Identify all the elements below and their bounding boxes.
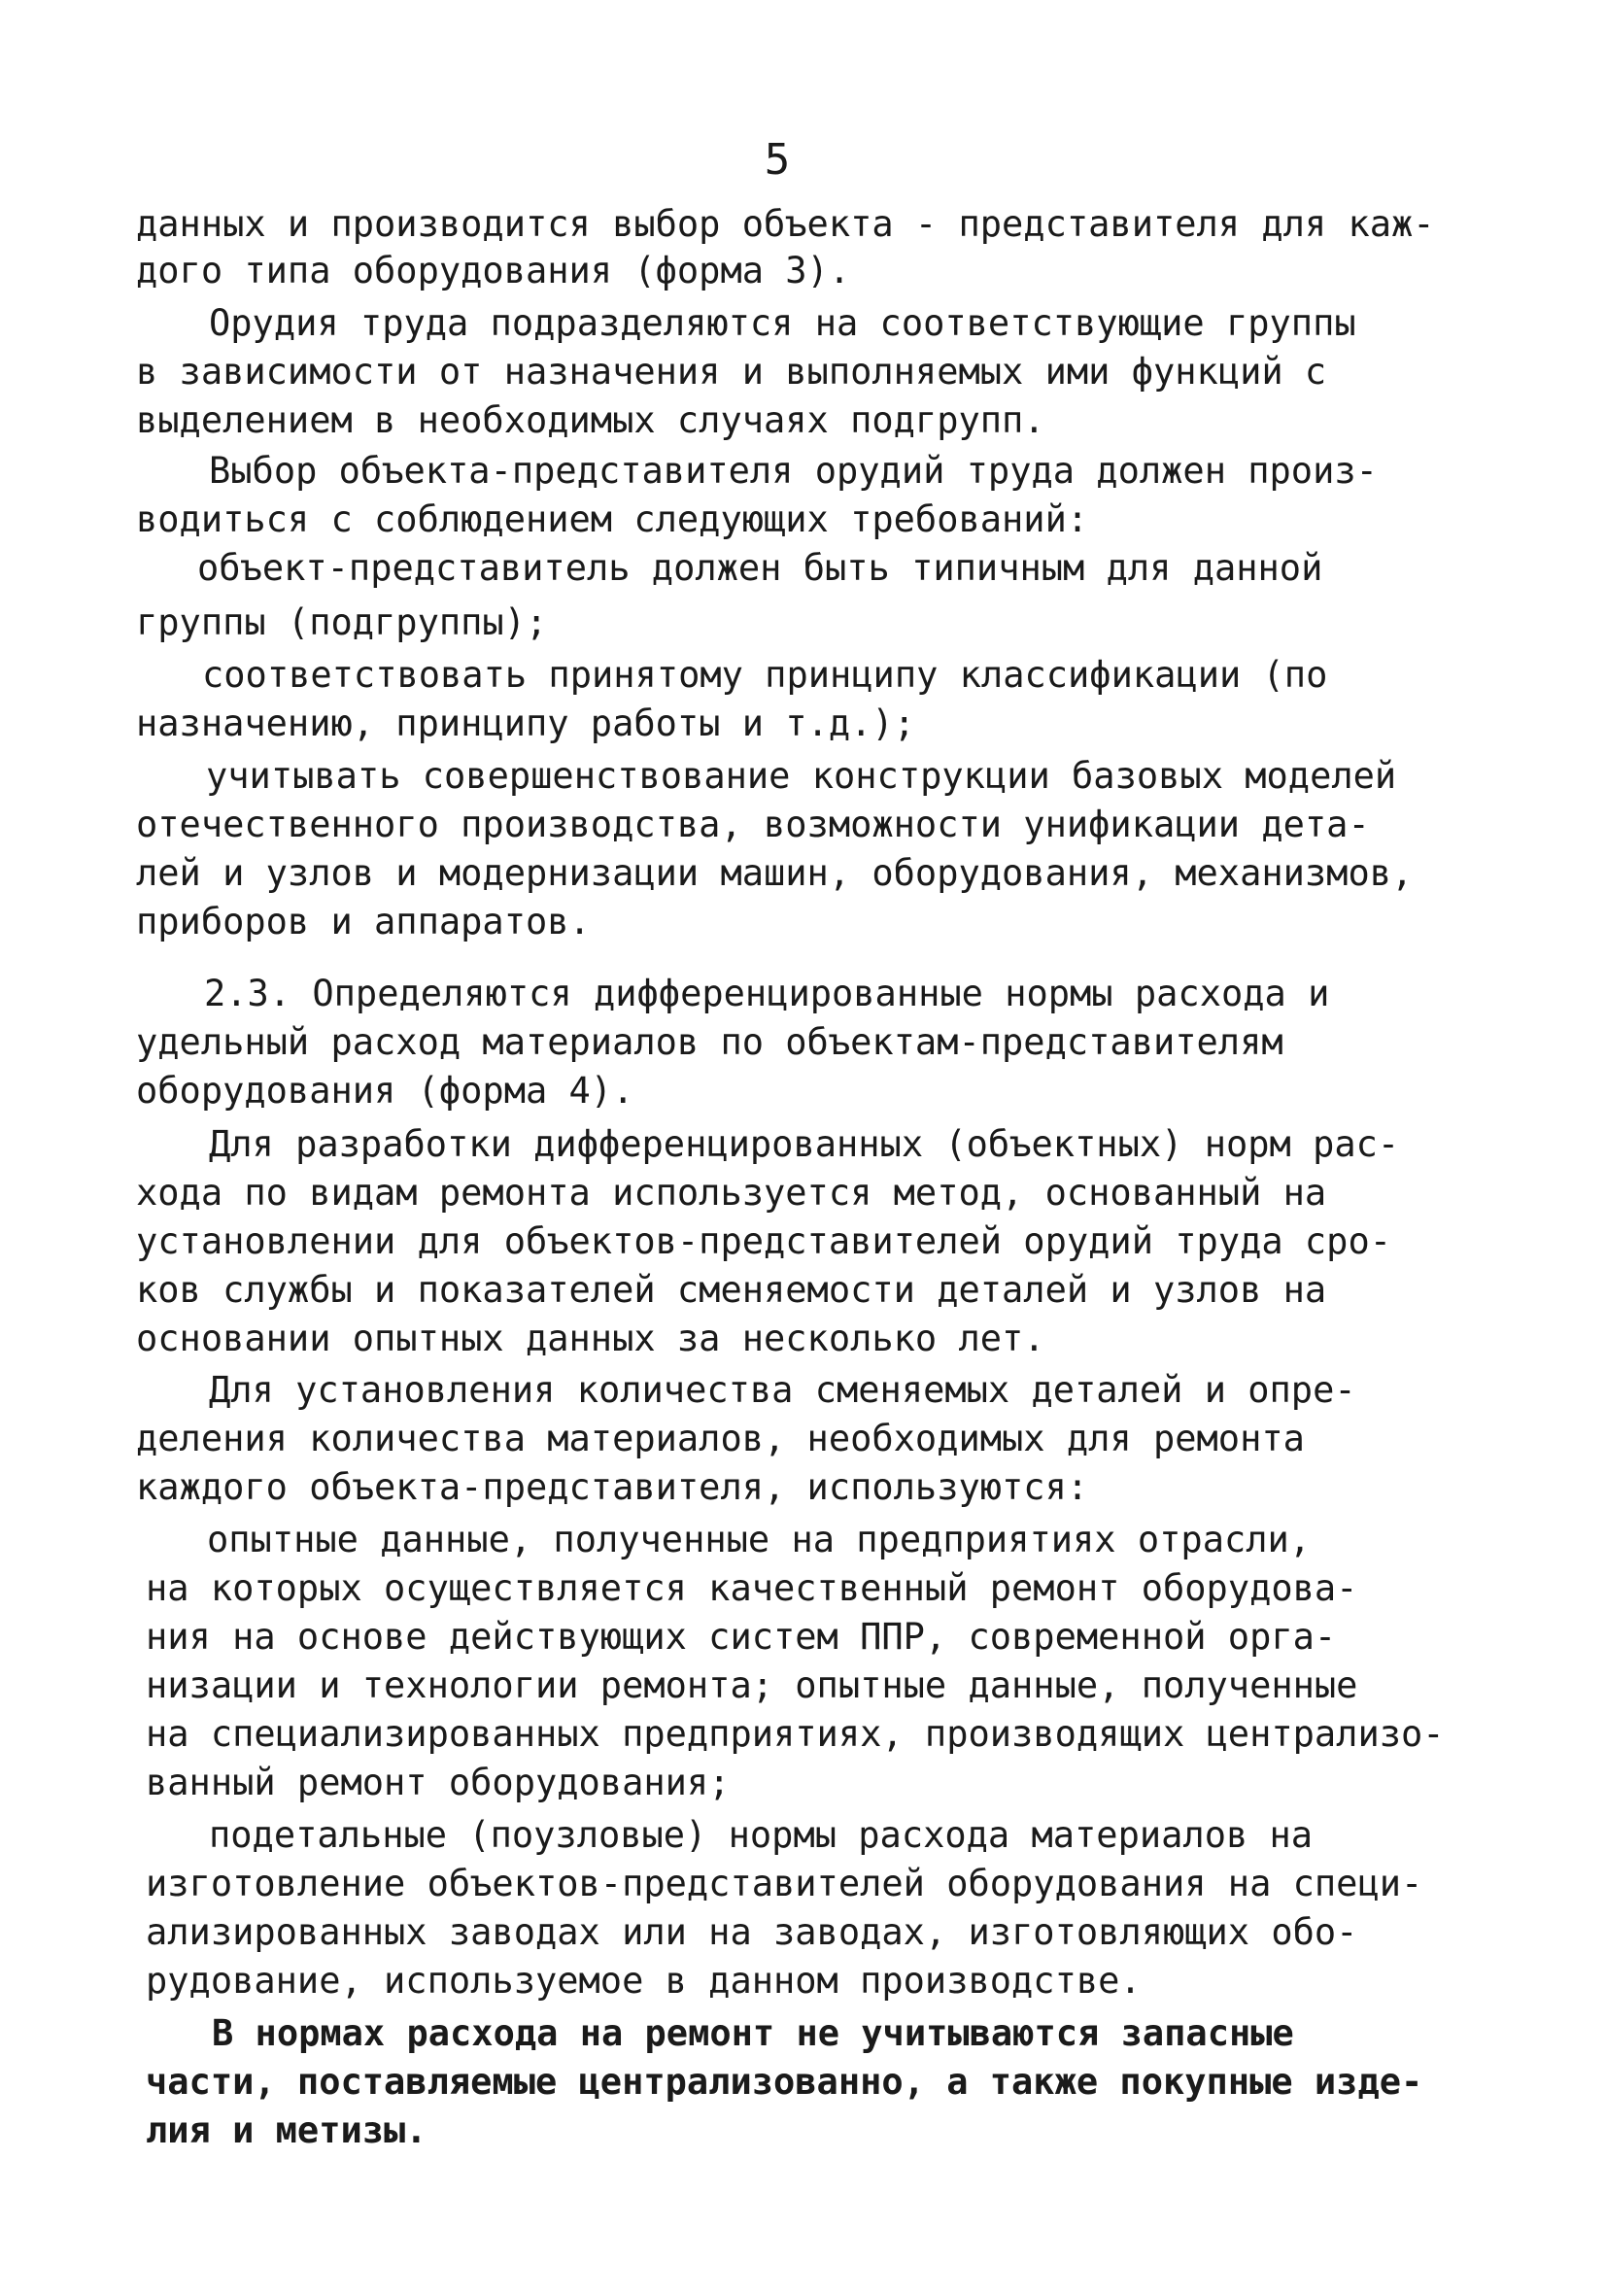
text-line: изготовление объектов-представителей оборудования на специ-	[146, 1863, 1423, 1904]
text-line: группы (подгруппы);	[136, 601, 548, 643]
text-line: ния на основе действующих систем ППР, современной орга-	[146, 1616, 1337, 1658]
text-line: на специализированных предприятиях, производящих централизо-	[146, 1713, 1445, 1755]
text-line: части, поставляемые централизованно, а также покупные изде-	[146, 2061, 1423, 2103]
text-line: Выбор объекта-представителя орудий труда должен произ-	[209, 450, 1378, 492]
text-line: объект-представитель должен быть типичным для данной	[197, 547, 1323, 589]
text-line: водиться с соблюдением следующих требований:	[136, 498, 1089, 540]
text-line: дого типа оборудования (форма 3).	[136, 250, 851, 291]
page-number: 5	[764, 135, 791, 185]
text-line: приборов и аппаратов.	[136, 901, 591, 942]
section-heading-line: 2.3. Определяются дифференцированные нормы расхода и	[204, 973, 1330, 1014]
text-line: отечественного производства, возможности унификации дета-	[136, 804, 1370, 845]
text-line: лия и метизы.	[146, 2109, 427, 2151]
text-line: ванный ремонт оборудования;	[146, 1762, 731, 1803]
text-line: ализированных заводах или на заводах, изготовляющих обо-	[146, 1911, 1358, 1953]
text-line: деления количества материалов, необходимых для ремонта	[136, 1418, 1305, 1459]
text-line: опытные данные, полученные на предприятиях отрасли,	[207, 1519, 1312, 1560]
text-line: учитывать совершенствование конструкции базовых моделей	[206, 755, 1397, 797]
text-line: установлении для объектов-представителей орудий труда сро-	[136, 1220, 1392, 1262]
text-line: основании опытных данных за несколько лет.	[136, 1318, 1045, 1359]
text-line: соответствовать принятому принципу классификации (по	[202, 654, 1328, 696]
text-line: Орудия труда подразделяются на соответствующие группы	[209, 302, 1356, 344]
text-line: лей и узлов и модернизации машин, оборудования, механизмов,	[136, 852, 1414, 894]
text-line: Для разработки дифференцированных (объектных) норм рас-	[209, 1123, 1400, 1165]
text-line: данных и производится выбор объекта - представителя для каж-	[136, 203, 1435, 245]
text-line: на которых осуществляется качественный ремонт оборудова-	[146, 1567, 1358, 1609]
text-line: Для установления количества сменяемых деталей и опре-	[209, 1369, 1356, 1411]
text-line: низации и технологии ремонта; опытные данные, полученные	[146, 1664, 1358, 1706]
text-line: хода по видам ремонта используется метод, основанный на	[136, 1172, 1327, 1214]
text-line: ков службы и показателей сменяемости деталей и узлов на	[136, 1269, 1327, 1311]
text-line: рудование, используемое в данном производстве.	[146, 1960, 1142, 2002]
text-line: оборудования (форма 4).	[136, 1070, 634, 1112]
text-line: в зависимости от назначения и выполняемых ими функций с	[136, 351, 1327, 393]
text-line: подетальные (поузловые) нормы расхода материалов на	[209, 1814, 1314, 1856]
text-line: назначению, принципу работы и т.д.);	[136, 703, 915, 744]
text-line: удельный расход материалов по объектам-представителям	[136, 1021, 1283, 1063]
text-line: выделением в необходимых случаях подгрупп.	[136, 399, 1045, 441]
text-line: каждого объекта-представителя, используются:	[136, 1466, 1089, 1508]
text-line: В нормах расхода на ремонт не учитываются запасные	[212, 2012, 1294, 2054]
